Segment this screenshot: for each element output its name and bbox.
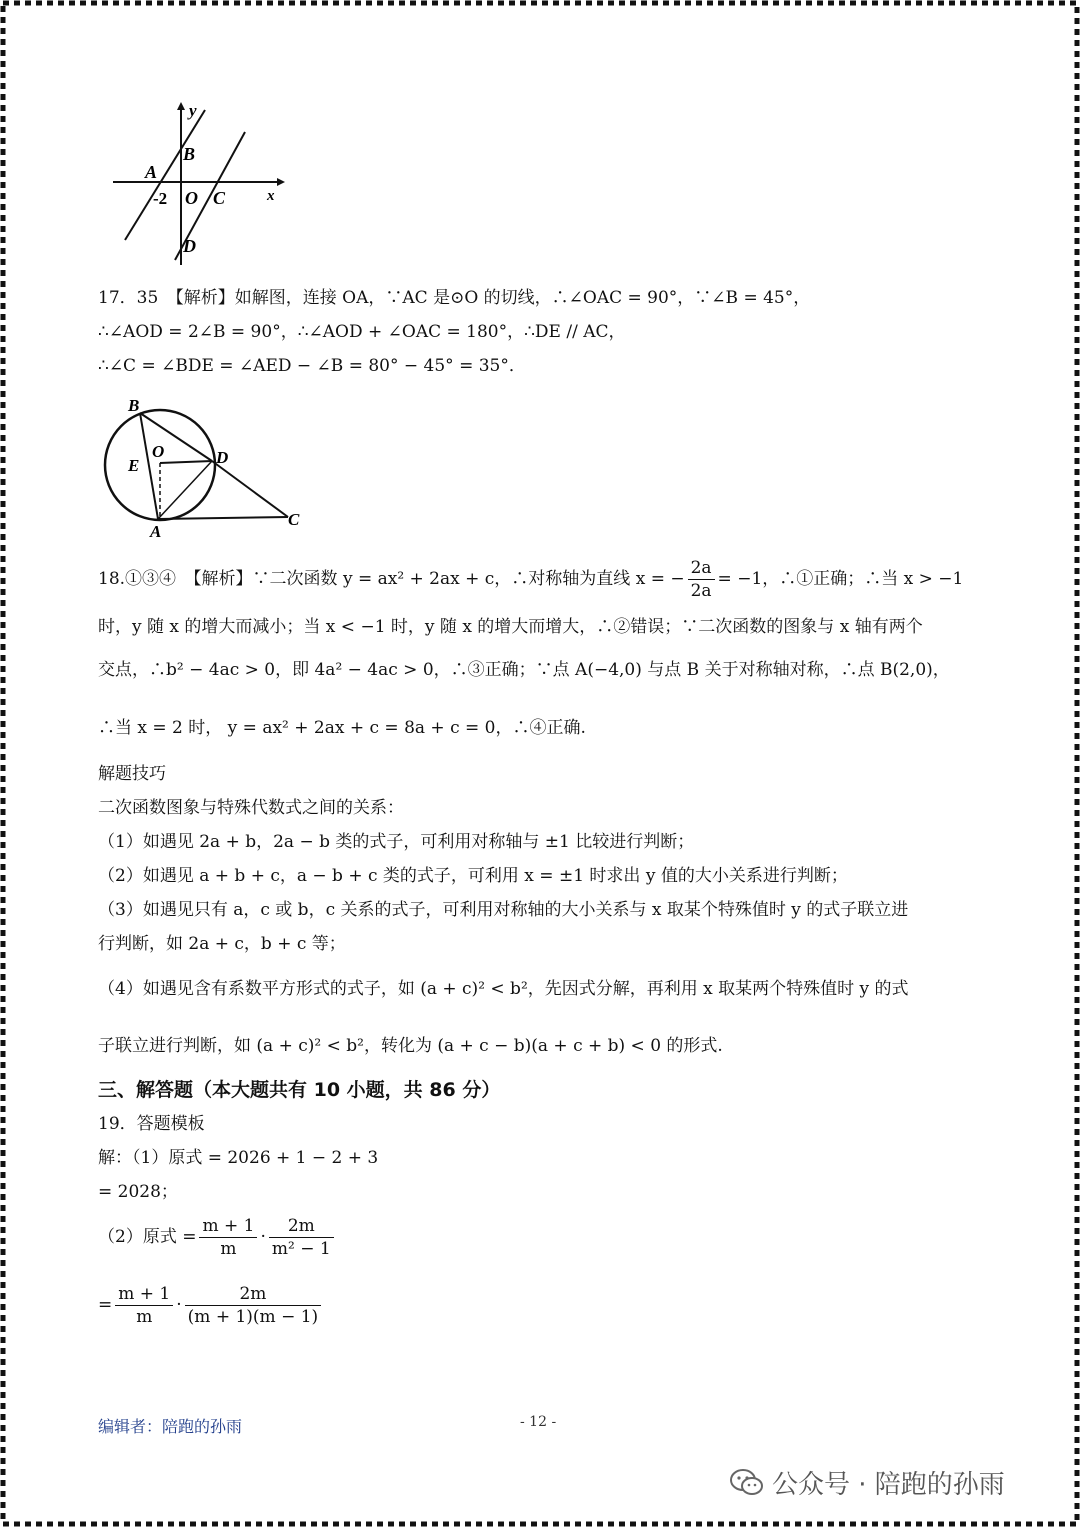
label-d2: D bbox=[216, 448, 229, 467]
graph-figure bbox=[105, 100, 285, 270]
tip-3a: （3）如遇见只有 a，c 或 b，c 关系的式子，可利用对称轴的大小关系与 x 取某个特殊值时 y 的式子联立进 bbox=[98, 900, 909, 920]
label-o2: O bbox=[152, 442, 165, 461]
step-prefix: = bbox=[98, 1295, 113, 1315]
text-line-2: ∴∠AOD = 2∠B = 90°，∴∠AOD + ∠OAC = 180°，∴DE // AC， bbox=[98, 322, 626, 342]
tip-2: （2）如遇见 a + b + c，a − b + c 类的式子，可利用 x = ±1 时求出 y 值的大小关系进行判断； bbox=[98, 866, 848, 886]
text-line-3: ∴∠C = ∠BDE = ∠AED − ∠B = 80° − 45° = 35°． bbox=[98, 356, 526, 376]
line-ab bbox=[125, 110, 205, 240]
y-label: y bbox=[189, 101, 197, 120]
text-line-6: 交点，∴b² − 4ac > 0，即 4a² − 4ac > 0，∴③正确；∵点 A(−4,0) 与点 B 关于对称轴对称，∴点 B(2,0)， bbox=[98, 660, 950, 680]
q19-part1-result: = 2028； bbox=[98, 1182, 178, 1202]
text-line-7: ∴当 x = 2 时， y = ax² + 2ax + c = 8a + c = 0，∴④正确. bbox=[98, 718, 586, 738]
q19-part2 bbox=[98, 1212, 337, 1262]
label-b2: B bbox=[128, 396, 140, 415]
label-c2: C bbox=[288, 510, 300, 529]
dot: · bbox=[260, 1227, 266, 1247]
watermark-text: 公众号 · 陪跑的孙雨 bbox=[772, 1470, 1005, 1500]
q19-title: 19．答题模板 bbox=[98, 1114, 205, 1134]
frac1-den: m bbox=[220, 1239, 237, 1259]
frac2-num: 2m bbox=[269, 1215, 334, 1238]
frac3-den: m bbox=[136, 1307, 153, 1327]
frac3-num: m + 1 bbox=[115, 1283, 173, 1306]
editor-credit: 编辑者：陪跑的孙雨 bbox=[98, 1417, 243, 1436]
label-c: C bbox=[213, 188, 226, 208]
watermark bbox=[730, 1464, 1005, 1501]
line4-start: 18.①③④ 【解析】∵二次函数 y = ax² + 2ax + c，∴对称轴为直线 x = − bbox=[98, 569, 685, 589]
y-axis-arrow bbox=[177, 102, 185, 110]
label-tick: -2 bbox=[153, 189, 168, 208]
tip-1: （1）如遇见 2a + b，2a − b 类的式子，可利用对称轴与 ±1 比较进行判断； bbox=[98, 832, 695, 852]
x-label: x bbox=[267, 188, 275, 204]
q19-part1: 解：（1）原式 = 2026 + 1 − 2 + 3 bbox=[98, 1148, 379, 1168]
fraction-4 bbox=[185, 1283, 322, 1328]
tip-4a: （4）如遇见含有系数平方形式的式子，如 (a + c)² < b²，先因式分解，再利用 x 取某两个特殊值时 y 的式 bbox=[98, 979, 909, 999]
tips-intro: 二次函数图象与特殊代数式之间的关系： bbox=[98, 798, 404, 818]
circle-figure bbox=[100, 395, 310, 545]
label-b: B bbox=[183, 144, 196, 164]
text-line-4 bbox=[98, 555, 963, 603]
segment-bd bbox=[140, 413, 212, 461]
label-a: A bbox=[145, 162, 158, 182]
text-line-5: 时，y 随 x 的增大而减小；当 x < −1 时，y 随 x 的增大而增大，∴②错误；∵二次函数的图象与 x 轴有两个 bbox=[98, 617, 923, 637]
page-number: - 12 - bbox=[520, 1414, 557, 1430]
wechat-icon bbox=[730, 1468, 764, 1498]
segment-ba bbox=[140, 413, 158, 519]
segment-od bbox=[160, 461, 212, 463]
label-d: D bbox=[183, 236, 196, 256]
segment-dc bbox=[212, 461, 288, 517]
fraction-3 bbox=[115, 1283, 173, 1328]
segment-ad bbox=[158, 461, 212, 519]
section-heading: 三、解答题（本大题共有 10 小题，共 86 分） bbox=[98, 1079, 501, 1101]
tip-4b: 子联立进行判断，如 (a + c)² < b²，转化为 (a + c − b)(a + c + b) < 0 的形式. bbox=[98, 1036, 723, 1056]
fraction-2 bbox=[269, 1215, 334, 1260]
frac1-num: m + 1 bbox=[199, 1215, 257, 1238]
x-axis-arrow bbox=[277, 178, 285, 186]
q19-part2-step bbox=[98, 1280, 324, 1330]
text-line-1: 17．35 【解析】如解图，连接 OA，∵AC 是⊙O 的切线，∴∠OAC = 90°，∵∠B = 45°， bbox=[98, 288, 811, 308]
fraction-2a-over-2a bbox=[688, 557, 715, 602]
fraction-1 bbox=[199, 1215, 257, 1260]
frac-num: 2a bbox=[688, 557, 715, 580]
line4-end: = −1，∴①正确；∴当 x > −1 bbox=[717, 569, 964, 589]
label-a2: A bbox=[150, 522, 162, 541]
label-e2: E bbox=[128, 456, 140, 475]
dot-2: · bbox=[176, 1295, 182, 1315]
tip-3b: 行判断，如 2a + c，b + c 等； bbox=[98, 934, 346, 954]
frac2-den: m² − 1 bbox=[271, 1239, 331, 1259]
frac4-den: (m + 1)(m − 1) bbox=[187, 1307, 319, 1327]
frac-den: 2a bbox=[690, 581, 712, 601]
tips-heading: 解题技巧 bbox=[98, 764, 166, 784]
part2-prefix: （2）原式 = bbox=[98, 1227, 197, 1247]
frac4-num: 2m bbox=[185, 1283, 322, 1306]
label-origin: O bbox=[185, 188, 198, 208]
